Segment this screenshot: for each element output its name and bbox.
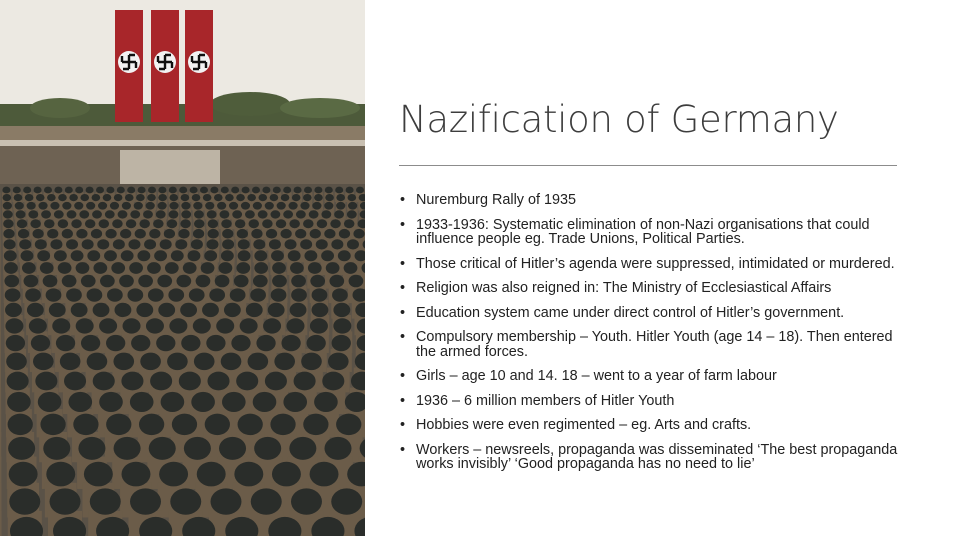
tribune	[120, 150, 220, 184]
bullet-point-icon: •	[400, 441, 406, 458]
bullet-item	[399, 418, 899, 433]
nuremberg-rally-photo	[0, 0, 365, 536]
stands	[0, 126, 365, 140]
bullet-text: Nuremburg Rally of 1935	[416, 192, 576, 208]
bullet-text: 1936 – 6 million members of Hitler Youth	[416, 392, 675, 409]
bullet-item	[399, 193, 899, 208]
rally-photo-image	[0, 0, 365, 536]
sky	[0, 0, 365, 115]
bullet-item	[399, 281, 899, 296]
bullet-item	[399, 394, 899, 409]
bullet-list	[399, 193, 899, 482]
bullet-point-icon: •	[400, 329, 406, 345]
bullet-item	[399, 257, 899, 272]
bullet-point-icon: •	[400, 255, 406, 272]
bullet-text: Education system came under direct control of Hitler’s government.	[416, 304, 845, 321]
slide-title: Nazification of Germany	[399, 98, 839, 141]
bullet-item	[399, 218, 899, 247]
bullet-item	[399, 330, 899, 359]
bullet-point-icon: •	[400, 392, 406, 409]
bullet-text: Religion was also reigned in: The Ministry of Ecclesiastical Affairs	[416, 280, 832, 296]
bullet-item	[399, 369, 899, 384]
bullet-point-icon: •	[400, 304, 406, 321]
bullet-text: Girls – age 10 and 14. 18 – went to a year of farm labour	[416, 368, 777, 384]
bullet-text: Compulsory membership – Youth. Hitler Youth (age 14 – 18). Then entered the armed forces.	[416, 329, 893, 360]
bullet-point-icon: •	[400, 417, 406, 433]
bullet-text: Workers – newsreels, propaganda was disseminated ‘The best propaganda works invisibly’ ‘Good propaganda has no need to lie’	[416, 441, 898, 472]
swastika-banners	[115, 10, 213, 122]
bullet-point-icon: •	[400, 216, 406, 233]
title-divider	[399, 165, 897, 166]
bullet-text: Those critical of Hitler’s agenda were suppressed, intimidated or murdered.	[416, 255, 895, 272]
bullet-point-icon: •	[400, 368, 406, 384]
bullet-item	[399, 306, 899, 321]
bullet-point-icon: •	[400, 192, 406, 208]
bullet-item	[399, 443, 899, 472]
bullet-text: 1933-1936: Systematic elimination of non-Nazi organisations that could influence people eg. Trade Unions, Political Parties.	[416, 216, 870, 247]
bullet-point-icon: •	[400, 280, 406, 296]
bullet-text: Hobbies were even regimented – eg. Arts and crafts.	[416, 417, 752, 433]
